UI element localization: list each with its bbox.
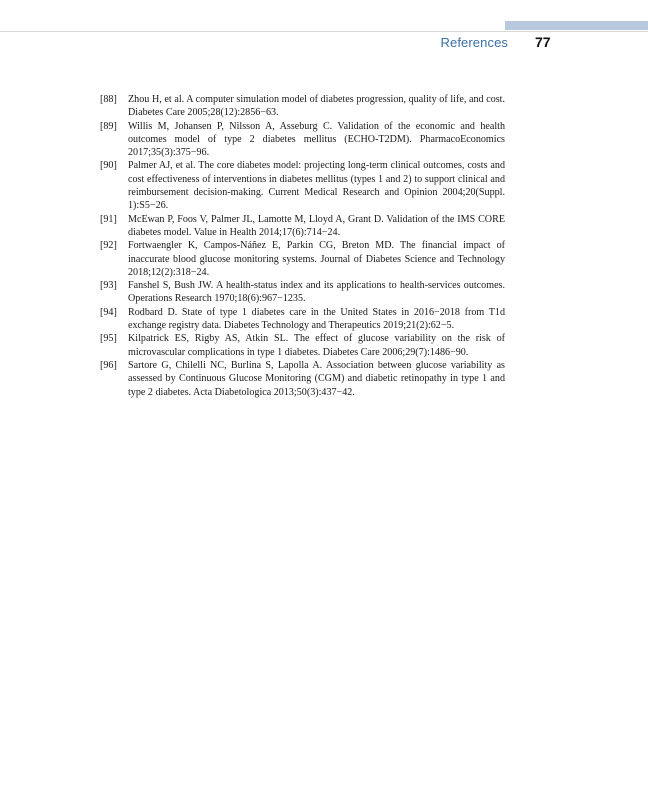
reference-text: Sartore G, Chilelli NC, Burlina S, Lapolla A. Association between glucose variability as assessed by Continuous Glucose Monitoring (CGM) and diabetic retinopathy in type 1 and type 2 diabetes. Acta Diabetologica 2013;50(3):437−42. xyxy=(128,359,505,398)
reference-number: [89] xyxy=(100,120,117,132)
running-header-title: References xyxy=(440,35,508,50)
references-list xyxy=(100,93,505,399)
reference-item xyxy=(100,306,505,333)
reference-text: Palmer AJ, et al. The core diabetes model: projecting long-term clinical outcomes, costs and cost effectiveness of interventions in diabetes mellitus (types 1 and 2) to support clinical and reimbursement decision-making. Current Medical Research and Opinion 2004;20(Suppl. 1):S5−26. xyxy=(128,160,505,212)
reference-number: [90] xyxy=(100,160,117,172)
reference-item xyxy=(100,159,505,212)
page-number: 77 xyxy=(535,34,551,50)
reference-item xyxy=(100,120,505,160)
reference-item xyxy=(100,359,505,399)
reference-number: [88] xyxy=(100,94,117,105)
reference-text: Kilpatrick ES, Rigby AS, Atkin SL. The effect of glucose variability on the risk of microvascular complications in type 1 diabetes. Diabetes Care 2006;29(7):1486−90. xyxy=(128,333,505,358)
reference-item xyxy=(100,93,505,120)
reference-number: [92] xyxy=(100,240,117,252)
reference-item xyxy=(100,213,505,240)
reference-number: [94] xyxy=(100,306,117,318)
reference-text: Fanshel S, Bush JW. A health-status index and its applications to health-services outcomes. Operations Research 1970;18(6):967−1235. xyxy=(128,280,505,305)
reference-item xyxy=(100,332,505,359)
reference-number: [93] xyxy=(100,280,117,292)
reference-text: Rodbard D. State of type 1 diabetes care in the United States in 2016−2018 from T1d exchange registry data. Diabetes Technology and Therapeutics 2019;21(2):62−5. xyxy=(128,306,505,332)
reference-item xyxy=(100,239,505,279)
header-divider xyxy=(0,31,648,32)
reference-number: [91] xyxy=(100,213,117,225)
header-accent-bar xyxy=(505,21,648,30)
reference-text: Willis M, Johansen P, Nilsson A, Asseburg C. Validation of the economic and health outcomes model of type 2 diabetes mellitus (ECHO-T2DM). PharmacoEconomics 2017;35(3):375−96. xyxy=(128,120,505,159)
reference-number: [96] xyxy=(100,359,117,371)
reference-text: Fortwaengler K, Campos-Náñez E, Parkin CG, Breton MD. The financial impact of inaccurate blood glucose monitoring systems. Journal of Diabetes Science and Technology 2018;12(2):318−24. xyxy=(128,240,505,278)
reference-item xyxy=(100,279,505,306)
reference-number: [95] xyxy=(100,333,117,345)
reference-text: Zhou H, et al. A computer simulation model of diabetes progression, quality of life, and cost. Diabetes Care 2005;28(12):2856−63. xyxy=(128,94,505,119)
reference-text: McEwan P, Foos V, Palmer JL, Lamotte M, Lloyd A, Grant D. Validation of the IMS CORE diabetes model. Value in Health 2014;17(6):714−24. xyxy=(128,213,505,238)
